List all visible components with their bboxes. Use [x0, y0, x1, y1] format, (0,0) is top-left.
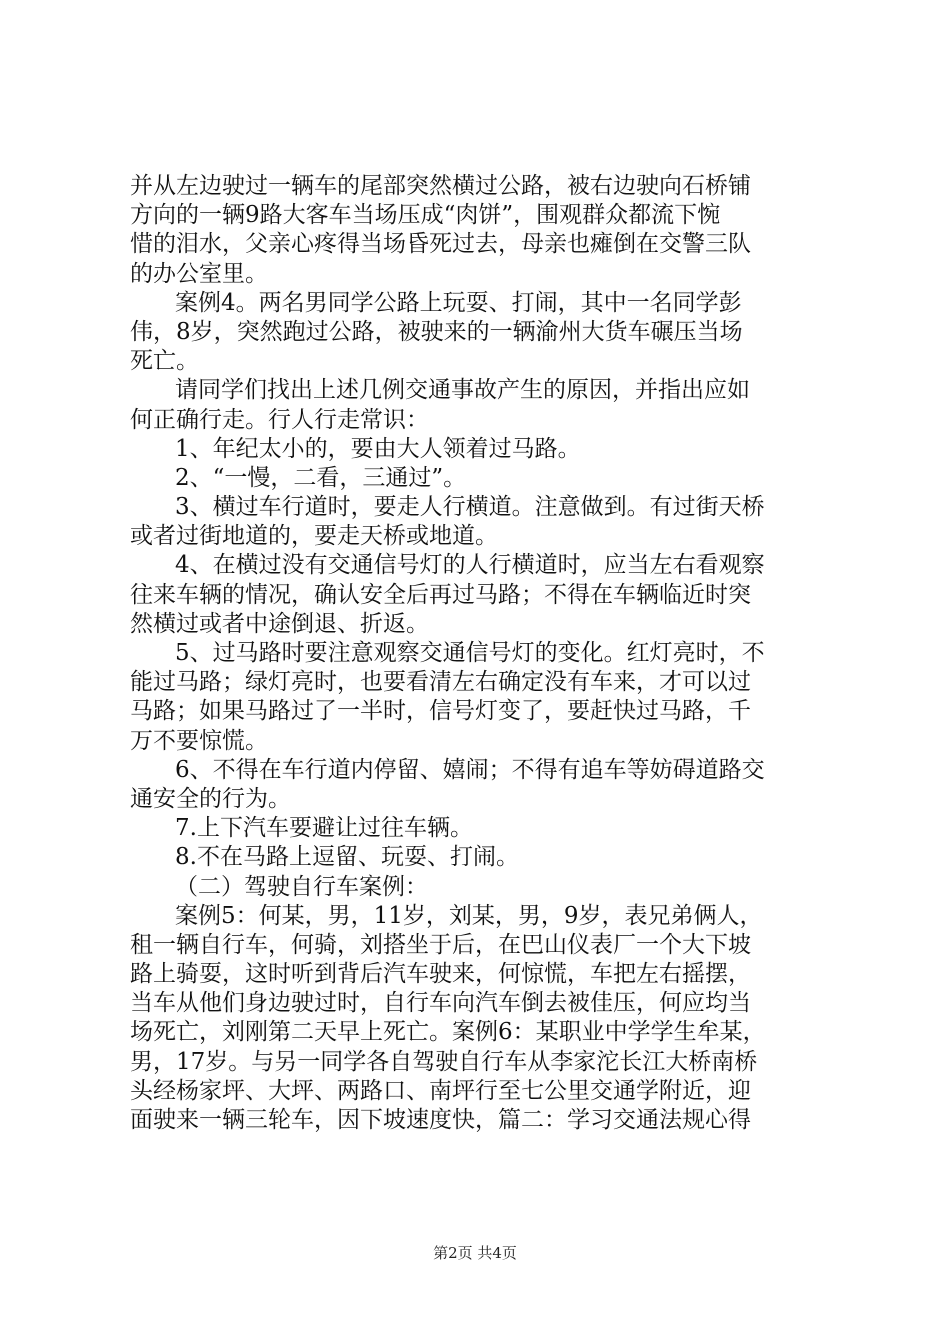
- list-item: 1、年纪太小的，要由大人领着过马路。: [175, 435, 581, 462]
- paragraph-line: 通安全的行为。: [130, 785, 291, 812]
- paragraph-line: 往来车辆的情况，确认安全后再过马路；不得在车辆临近时突: [130, 581, 751, 608]
- paragraph-line: 死亡。: [130, 348, 199, 375]
- paragraph-line: 面驶来一辆三轮车，因下坡速度快，篇二：学习交通法规心得: [130, 1107, 751, 1133]
- list-item: 8.不在马路上逗留、玩耍、打闹。: [175, 844, 519, 871]
- paragraph-line: 请同学们找出上述几例交通事故产生的原因，并指出应如: [175, 377, 750, 404]
- paragraph-line: 男，17岁。与另一同学各自驾驶自行车从李家沱长江大桥南桥: [130, 1048, 758, 1075]
- paragraph-line: 何正确行走。行人行走常识：: [130, 406, 429, 433]
- paragraph-line: 伟，8岁，突然跑过公路，被驶来的一辆渝州大货车碾压当场: [130, 318, 743, 345]
- section-heading: （二）驾驶自行车案例：: [175, 873, 428, 900]
- list-item: 2、“一慢，二看，三通过”。: [175, 464, 467, 491]
- paragraph-line: 头经杨家坪、大坪、两路口、南坪行至七公里交通学附近，迎: [130, 1077, 751, 1104]
- paragraph-line: 案例4。两名男同学公路上玩耍、打闹，其中一名同学彭: [175, 289, 742, 316]
- paragraph-line: 能过马路；绿灯亮时，也要看清左右确定没有车来，才可以过: [130, 669, 751, 696]
- page-footer: 第2页 共4页: [433, 1244, 517, 1262]
- document-body: [130, 172, 830, 1135]
- paragraph-line: 并从左边驶过一辆车的尾部突然横过公路，被右边驶向石桥铺: [130, 173, 751, 199]
- paragraph-line: 的办公室里。: [130, 260, 268, 287]
- paragraph-line: 场死亡，刘刚第二天早上死亡。案例6：某职业中学学生牟某，: [130, 1019, 766, 1046]
- paragraph-line: 当车从他们身边驶过时，自行车向汽车倒去被佳压，何应均当: [130, 990, 751, 1017]
- list-item: 7.上下汽车要避让过往车辆。: [175, 815, 473, 842]
- paragraph-line: 惜的泪水，父亲心疼得当场昏死过去，母亲也瘫倒在交警三队: [130, 231, 751, 258]
- paragraph-line: 案例5：何某，男，11岁，刘某，男，9岁，表兄弟俩人，: [175, 902, 763, 929]
- list-item: 6、不得在车行道内停留、嬉闹；不得有追车等妨碍道路交: [175, 756, 765, 783]
- paragraph-line: 路上骑耍，这时听到背后汽车驶来，何惊慌，车把左右摇摆，: [130, 961, 751, 988]
- list-item: 3、横过车行道时，要走人行横道。注意做到。有过街天桥: [175, 494, 765, 521]
- paragraph-line: 万不要惊慌。: [130, 727, 268, 754]
- paragraph-line: 然横过或者中途倒退、折返。: [130, 610, 429, 637]
- list-item: 4、在横过没有交通信号灯的人行横道时，应当左右看观察: [175, 552, 765, 579]
- paragraph-line: 马路；如果马路过了一半时，信号灯变了，要赶快过马路，千: [130, 698, 751, 725]
- paragraph-line: 租一辆自行车，何骑，刘搭坐于后，在巴山仪表厂一个大下坡: [130, 931, 751, 958]
- list-item: 5、过马路时要注意观察交通信号灯的变化。红灯亮时，不: [175, 640, 765, 666]
- paragraph-line: 方向的一辆9路大客车当场压成“肉饼”，围观群众都流下惋: [130, 202, 721, 229]
- paragraph-line: 或者过街地道的，要走天桥或地道。: [130, 523, 498, 550]
